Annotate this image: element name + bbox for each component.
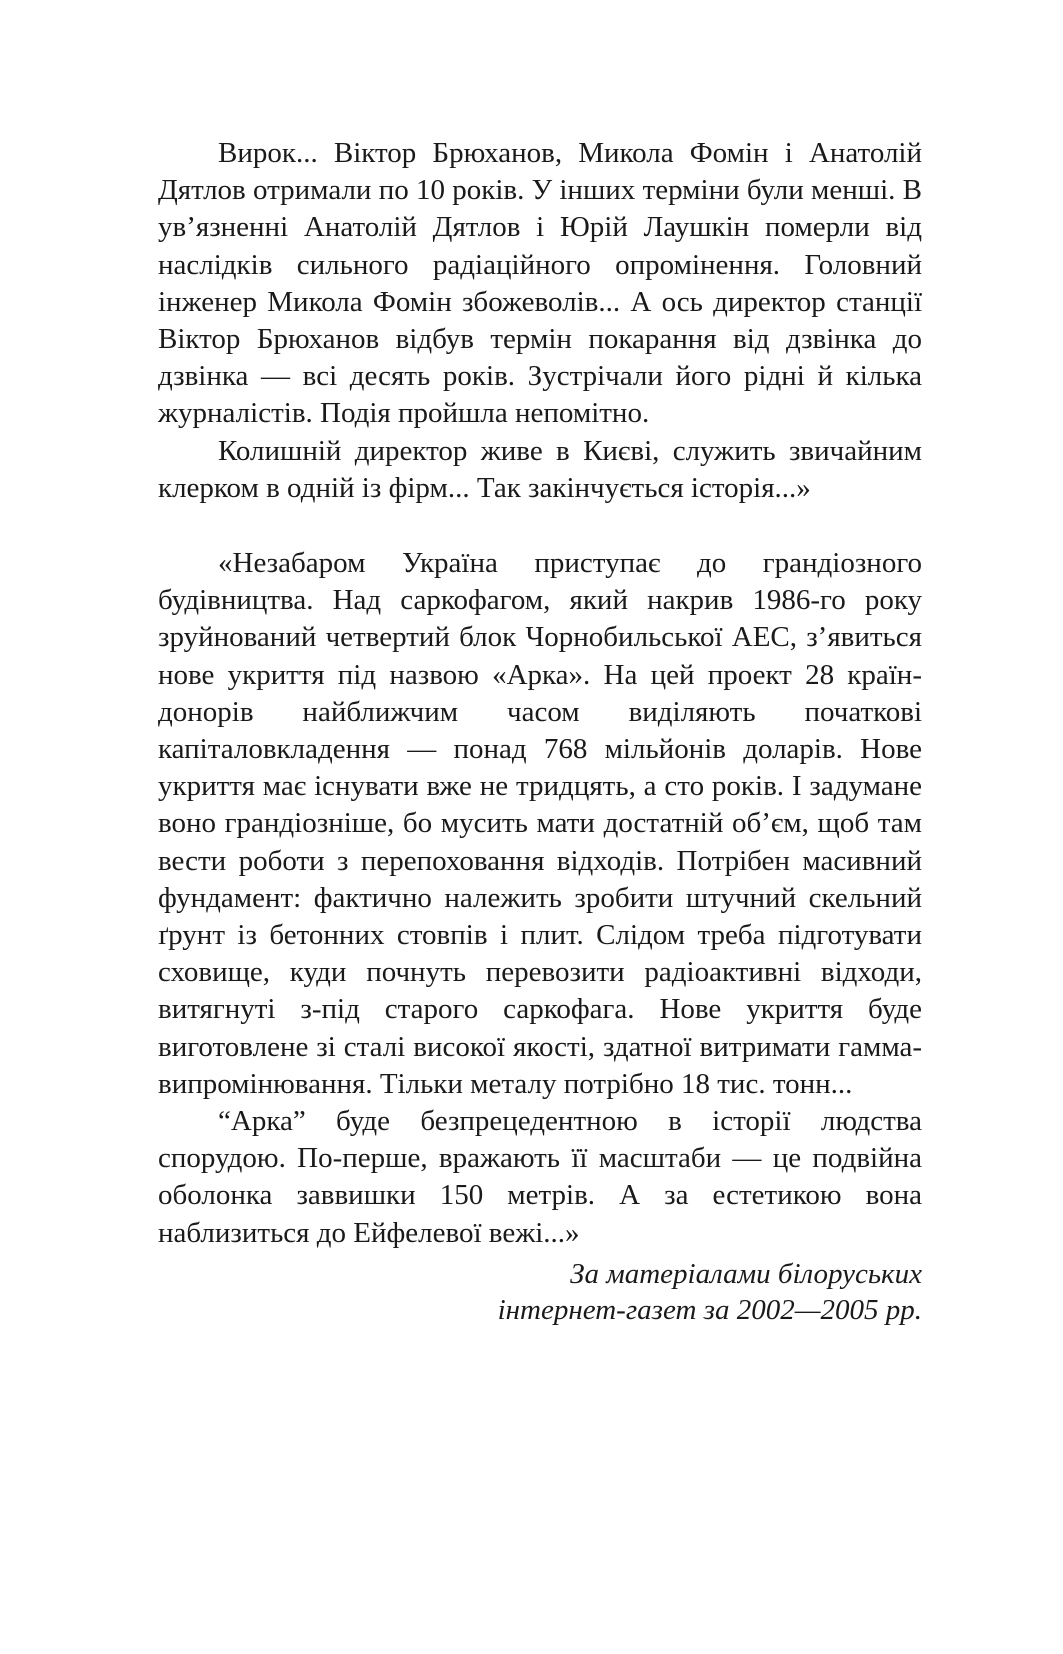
source-attribution xyxy=(158,1256,922,1328)
passage-arch xyxy=(158,545,922,1252)
paragraph: “Арка” буде безпрецедентною в історії людства спорудою. По-перше, вражають її масштаби — це подвійна оболонка заввишки 150 метрів. А за естетикою вона наблизиться до Ейфелевої вежі...» xyxy=(158,1105,922,1249)
section-break xyxy=(158,507,922,545)
document-page xyxy=(158,135,922,1328)
passage-trial xyxy=(158,135,922,507)
source-line: За матеріалами білоруських xyxy=(570,1257,922,1290)
source-line: інтернет-газет за 2002—2005 рр. xyxy=(497,1293,922,1326)
paragraph: Колишній директор живе в Києві, служить звичайним клерком в одній із фірм... Так закінчується історія...» xyxy=(158,434,922,504)
paragraph: Вирок... Віктор Брюханов, Микола Фомін і Анатолій Дятлов отримали по 10 років. У інших терміни були менші. В ув’язненні Анатолій Дятлов і Юрій Лаушкін померли від наслідків сильного радіаційного опромінення. Головний інженер Микола Фомін збожеволів... А ось директор станції Віктор Брюханов відбув термін покарання від дзвінка до дзвінка — всі десять років. Зустрічали його рідні й кілька журналістів. Подія пройшла непомітно. xyxy=(158,137,922,430)
paragraph: «Незабаром Україна приступає до грандіозного будівництва. Над саркофагом, який накрив 1986-го року зруйнований четвертий блок Чорнобильської АЕС, з’явиться нове укриття під назвою «Арка». На цей проект 28 країн-донорів найближчим часом виділяють початкові капіталовкладення — понад 768 мільйонів доларів. Нове укриття має існувати вже не тридцять, а сто років. І задумане воно грандіозніше, бо мусить мати достатній об’єм, щоб там вести роботи з перепоховання відходів. Потрібен масивний фундамент: фактично належить зробити штучний скельний ґрунт із бетонних стовпів і плит. Слідом треба підготувати сховище, куди почнуть перевозити радіоактивні відходи, витягнуті з-під старого саркофага. Нове укриття буде виготовлене зі сталі високої якості, здатної витримати гамма-випромінювання. Тільки металу потрібно 18 тис. тонн... xyxy=(158,547,922,1100)
